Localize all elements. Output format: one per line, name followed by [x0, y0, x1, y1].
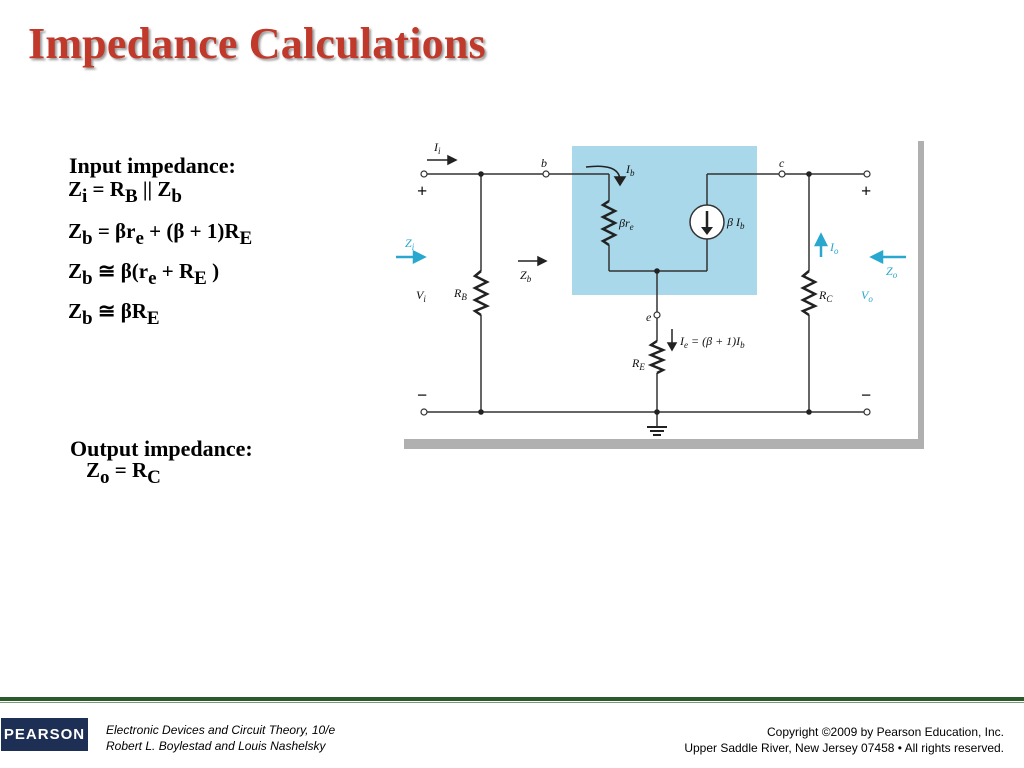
eq-sub: C: [147, 467, 161, 488]
label-ii: $I_i$: [434, 140, 441, 156]
label-zb: $Z_b$: [520, 268, 532, 284]
eq-text: = R: [109, 458, 148, 482]
book-authors: Robert L. Boylestad and Louis Nashelsky: [106, 739, 326, 753]
eq-sub: b: [171, 186, 182, 207]
output-impedance-heading: Output impedance:: [70, 436, 253, 461]
junction-dot: [478, 171, 484, 177]
equation-zb-approx2: [68, 299, 160, 330]
slide-title: Impedance Calculations: [28, 19, 486, 68]
junction-dot: [806, 409, 812, 415]
label-e: e: [646, 310, 652, 324]
label-ie-equation: $I_e = (\beta + 1)I_b$: [680, 334, 745, 350]
label-bre: $\beta r_e$: [619, 216, 634, 232]
junction-dot: [478, 409, 484, 415]
eq-text: Z: [68, 177, 83, 201]
label-zo: $Z_o$: [886, 264, 898, 280]
label-bib: β $I_b$: [727, 215, 745, 231]
junction-dot: [654, 409, 660, 415]
eq-text: Z: [68, 299, 83, 323]
eq-sub: e: [148, 268, 157, 289]
eq-text: = R: [87, 177, 125, 201]
label-plus-out: +: [861, 181, 872, 201]
eq-text: Z: [86, 458, 101, 482]
label-plus-in: +: [417, 181, 428, 201]
footer-divider: [0, 697, 1024, 701]
label-vo: $V_o$: [861, 288, 873, 304]
eq-text: Z: [68, 259, 83, 283]
eq-sub: o: [100, 467, 110, 488]
eq-sub: B: [124, 186, 138, 207]
label-b: b: [541, 156, 547, 170]
terminal-out-top: [864, 171, 870, 177]
eq-text: ≅ βR: [92, 299, 147, 323]
eq-text: = βr: [92, 219, 136, 243]
eq-sub: b: [82, 228, 93, 249]
eq-sub: E: [194, 268, 207, 289]
equation-zb-full: [68, 219, 252, 250]
eq-text: + R: [156, 259, 195, 283]
label-zi: $Z_i$: [405, 236, 415, 252]
terminal-e: [654, 312, 660, 318]
book-credit: [106, 722, 335, 754]
eq-sub: E: [146, 308, 160, 329]
equation-zb-approx1: [68, 259, 219, 290]
eq-text: ≅ β(r: [92, 259, 149, 283]
eq-sub: b: [82, 268, 93, 289]
label-rb: $R_B$: [454, 286, 467, 302]
eq-sub: b: [82, 308, 93, 329]
eq-sub: i: [82, 186, 88, 207]
label-c: c: [779, 156, 785, 170]
equation-zo: [86, 458, 161, 489]
book-title: Electronic Devices and Circuit Theory, 10/e: [106, 723, 336, 737]
footer-divider-thin: [0, 702, 1024, 703]
eq-sub: e: [135, 228, 144, 249]
copyright: [684, 724, 1004, 756]
eq-text: || Z: [137, 177, 172, 201]
terminal-out-bottom: [864, 409, 870, 415]
junction-dot: [806, 171, 812, 177]
eq-sub: E: [239, 228, 253, 249]
eq-text: Z: [68, 219, 83, 243]
label-rc: $R_C$: [819, 288, 833, 304]
label-ib: $I_b$: [626, 162, 635, 178]
eq-text: + (β + 1)R: [143, 219, 240, 243]
label-minus-out: −: [861, 385, 872, 405]
ce-emitter-bias-circuit: [396, 133, 926, 451]
junction-dot: [654, 268, 660, 274]
terminal-in-top: [421, 171, 427, 177]
label-minus-in: −: [417, 385, 428, 405]
eq-text: ): [206, 259, 220, 283]
terminal-b: [543, 171, 549, 177]
pearson-logo: PEARSON: [1, 718, 88, 751]
copyright-line: Copyright ©2009 by Pearson Education, Inc.: [767, 725, 1004, 739]
label-vi: $V_i$: [416, 288, 426, 304]
label-re: $R_E$: [632, 356, 645, 372]
label-io: $I_o$: [830, 240, 839, 256]
publisher-address: Upper Saddle River, New Jersey 07458 • All rights reserved.: [684, 741, 1004, 755]
input-impedance-heading: Input impedance:: [69, 153, 236, 178]
terminal-in-bottom: [421, 409, 427, 415]
equation-zi: [68, 177, 182, 208]
terminal-c: [779, 171, 785, 177]
